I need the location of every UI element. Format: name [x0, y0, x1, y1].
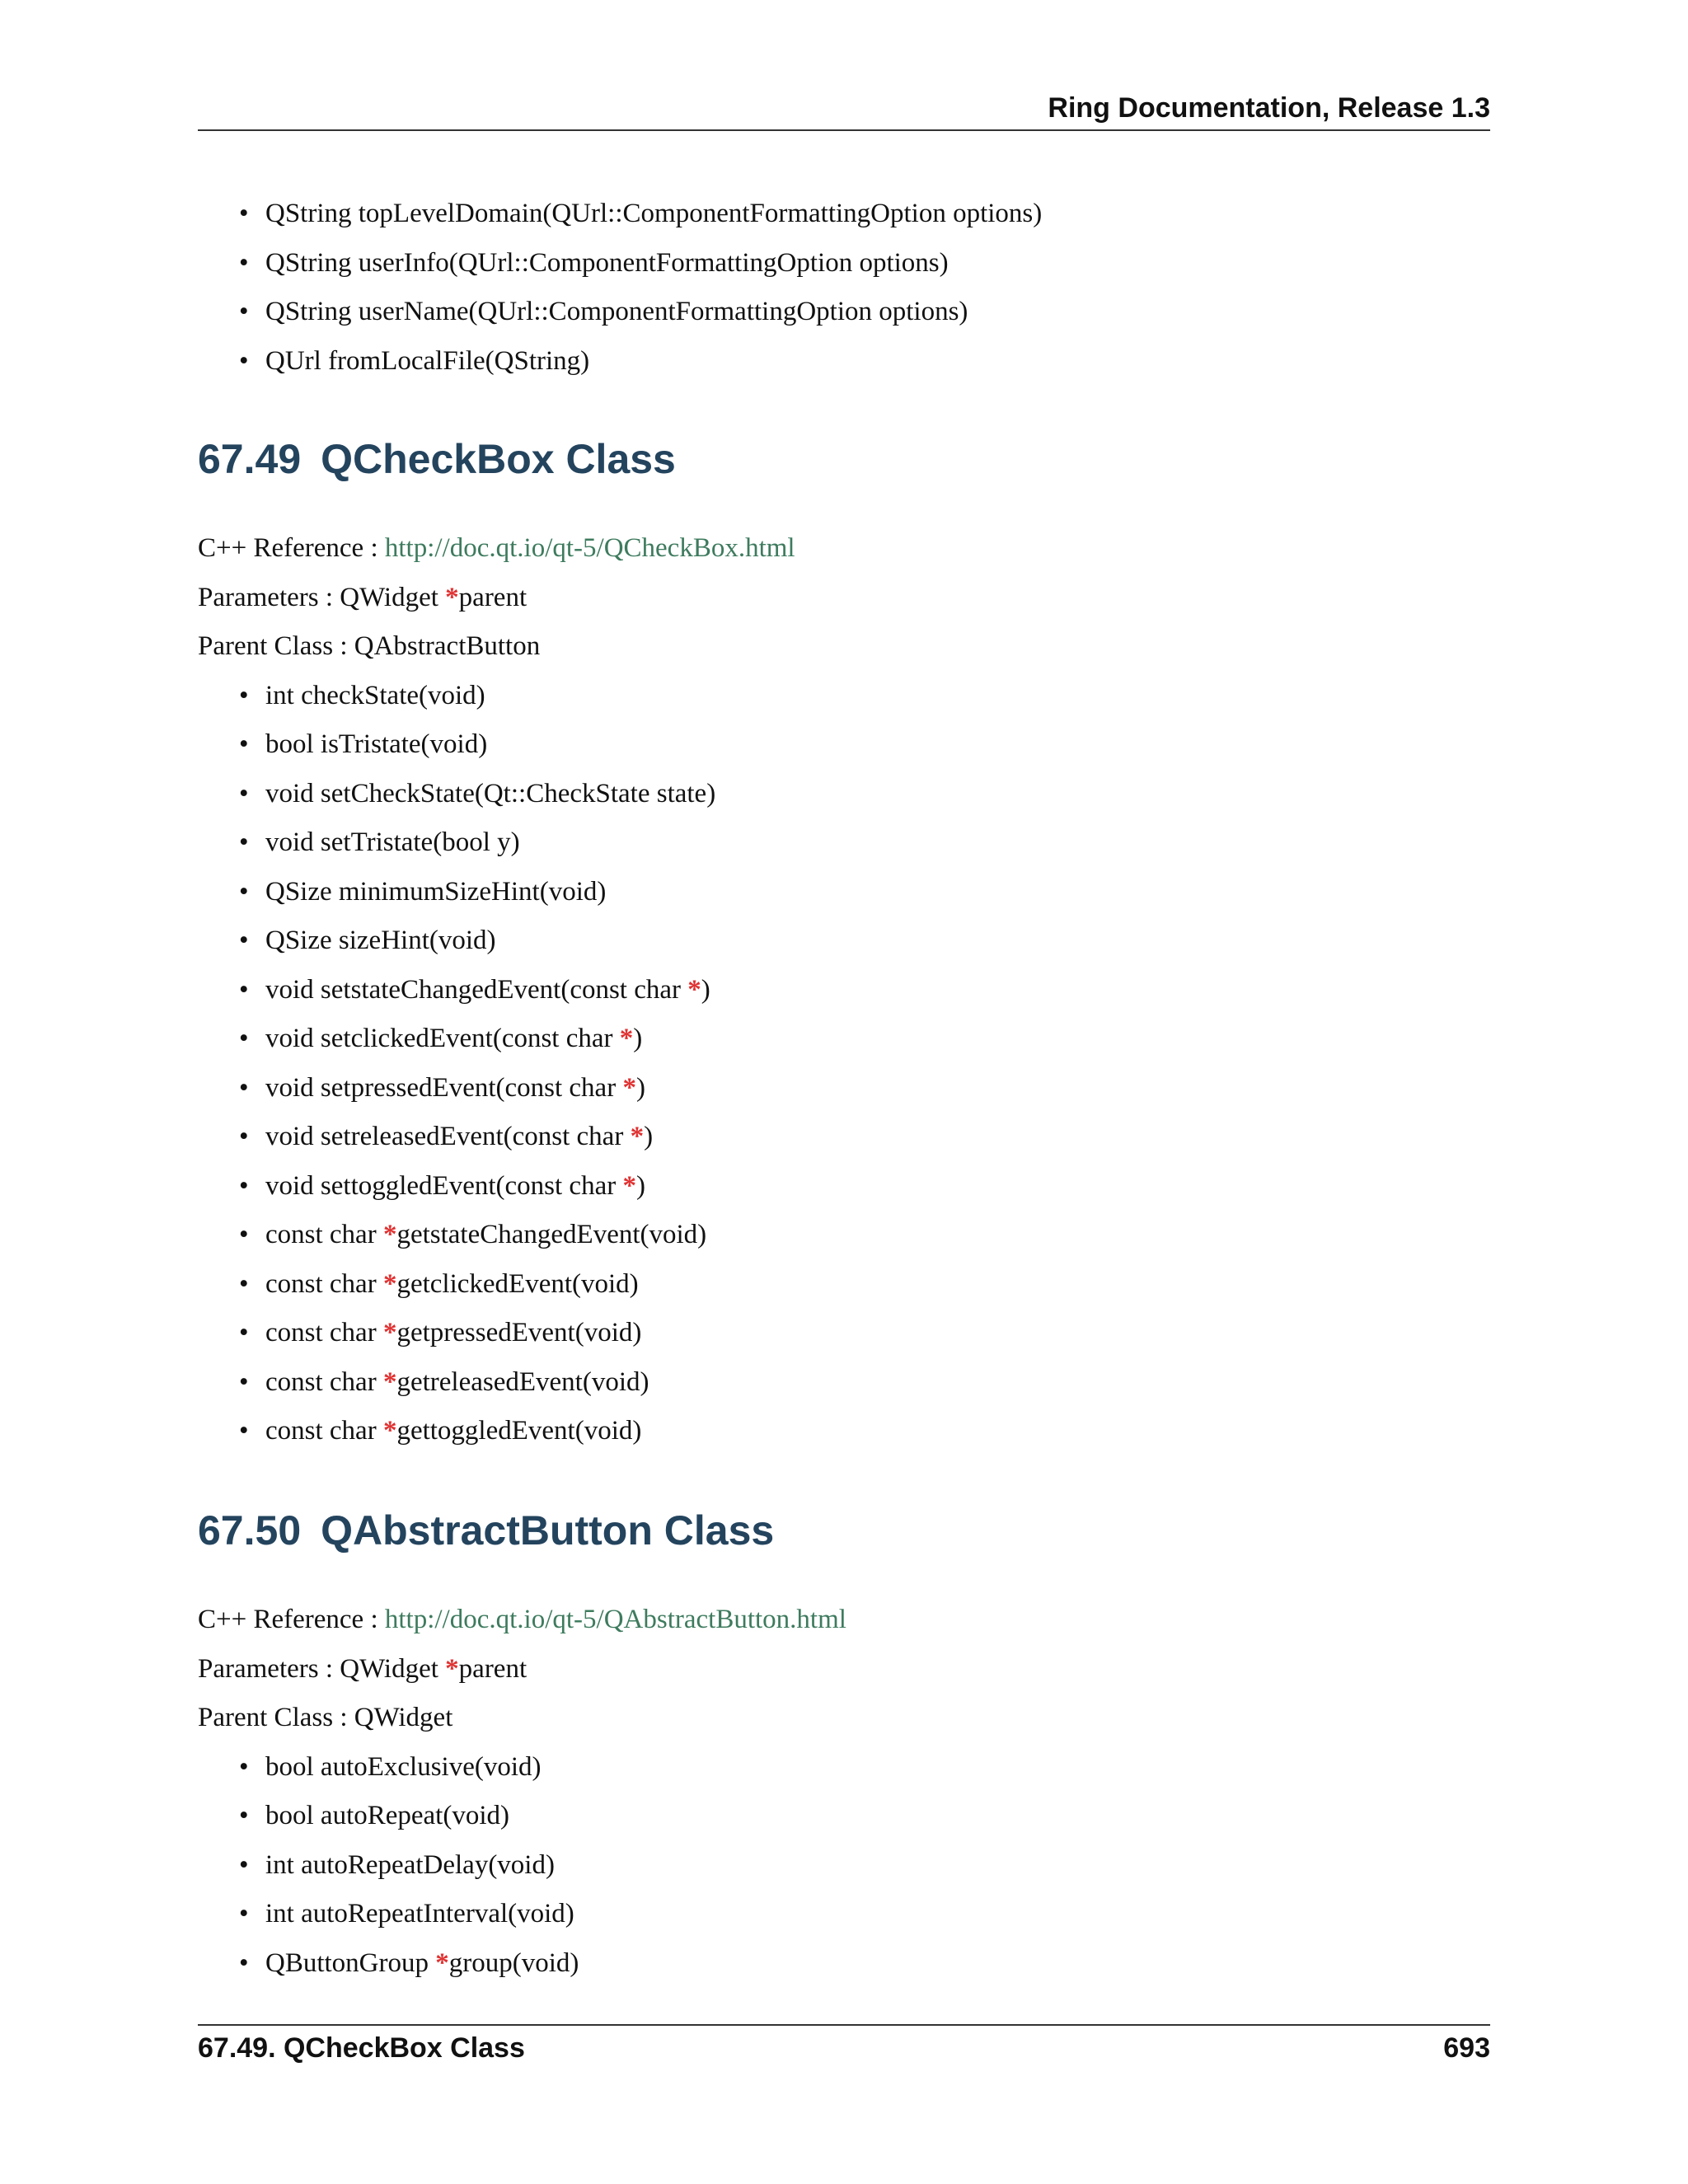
method-signature: bool autoRepeat(void) — [265, 1801, 510, 1830]
method-signature: QString userName(QUrl::ComponentFormattingOption options) — [265, 297, 968, 326]
method-signature: QButtonGroup *group(void) — [265, 1947, 579, 1978]
method-item — [198, 770, 1490, 819]
method-item — [198, 868, 1490, 917]
method-item — [198, 672, 1490, 721]
pointer-asterisk: * — [445, 1653, 459, 1684]
bullet-icon: • — [239, 1947, 249, 1978]
method-signature: QSize minimumSizeHint(void) — [265, 876, 607, 907]
method-item — [198, 239, 1490, 288]
bullet-icon: • — [239, 1366, 249, 1397]
bullet-icon: • — [239, 926, 249, 955]
method-signature: int autoRepeatDelay(void) — [265, 1849, 555, 1880]
parent-class-line: Parent Class : QAbstractButton — [198, 631, 541, 661]
bullet-icon: • — [239, 1268, 249, 1299]
method-item — [198, 1162, 1490, 1212]
method-signature: const char *getclickedEvent(void) — [265, 1268, 639, 1299]
method-item — [198, 1064, 1490, 1113]
bullet-icon: • — [239, 1170, 249, 1201]
method-signature: bool isTristate(void) — [265, 729, 488, 759]
method-item — [198, 720, 1490, 770]
reference-link[interactable]: http://doc.qt.io/qt-5/QAbstractButton.html — [384, 1605, 846, 1634]
bullet-icon: • — [239, 1072, 249, 1103]
method-signature: void setTristate(bool y) — [265, 827, 520, 857]
bullet-icon: • — [239, 1751, 249, 1782]
method-item — [198, 1841, 1490, 1891]
bullet-icon: • — [239, 1801, 249, 1830]
method-signature: const char *getreleasedEvent(void) — [265, 1366, 649, 1397]
method-item — [198, 337, 1490, 387]
qcheckbox-info — [198, 524, 1490, 1456]
intro-method-list-block — [198, 190, 1490, 386]
bullet-icon: • — [239, 1899, 249, 1929]
section-number: 67.49 — [198, 436, 302, 482]
method-signature: void settoggledEvent(const char *) — [265, 1170, 645, 1201]
section-qabstractbutton — [198, 1506, 1490, 1555]
bullet-icon: • — [239, 199, 249, 228]
reference-line — [198, 524, 1490, 574]
pointer-asterisk: * — [445, 582, 459, 612]
bullet-icon: • — [239, 1416, 249, 1446]
bullet-icon: • — [239, 1024, 249, 1053]
method-signature: void setstateChangedEvent(const char *) — [265, 974, 710, 1005]
method-signature: QUrl fromLocalFile(QString) — [265, 345, 590, 376]
header-rule — [198, 129, 1490, 131]
method-item — [198, 1939, 1490, 1989]
method-signature: QString topLevelDomain(QUrl::ComponentFormattingOption options) — [265, 199, 1043, 228]
method-item — [198, 1260, 1490, 1310]
parent-class-line: Parent Class : QWidget — [198, 1703, 453, 1732]
method-item — [198, 1309, 1490, 1358]
parameters-value: parent — [458, 1653, 528, 1684]
method-signature: void setreleasedEvent(const char *) — [265, 1122, 654, 1151]
bullet-icon: • — [239, 1220, 249, 1249]
method-item — [198, 818, 1490, 868]
method-signature: bool autoExclusive(void) — [265, 1751, 542, 1782]
parameters-value: parent — [458, 582, 528, 612]
bullet-icon: • — [239, 729, 249, 759]
parameters-line — [198, 574, 1490, 623]
method-item — [198, 1113, 1490, 1162]
method-signature: int checkState(void) — [265, 680, 485, 710]
method-item — [198, 190, 1490, 239]
method-item — [198, 1407, 1490, 1456]
method-signature: QString userInfo(QUrl::ComponentFormattingOption options) — [265, 247, 949, 278]
reference-link[interactable]: http://doc.qt.io/qt-5/QCheckBox.html — [384, 533, 795, 563]
bullet-icon: • — [239, 345, 249, 376]
reference-label: C++ Reference : — [198, 1605, 385, 1634]
bullet-icon: • — [239, 297, 249, 326]
document-page — [198, 0, 1490, 2184]
method-signature: void setCheckState(Qt::CheckState state) — [265, 778, 716, 808]
method-signature: const char *getpressedEvent(void) — [265, 1318, 642, 1347]
method-item — [198, 916, 1490, 966]
method-item — [198, 966, 1490, 1015]
method-item — [198, 1015, 1490, 1064]
bullet-icon: • — [239, 247, 249, 278]
method-item — [198, 1890, 1490, 1939]
method-item — [198, 1792, 1490, 1841]
section-qcheckbox — [198, 434, 1490, 484]
method-signature: void setpressedEvent(const char *) — [265, 1072, 645, 1103]
method-item — [198, 1358, 1490, 1408]
qabstractbutton-info — [198, 1596, 1490, 1988]
qcheckbox-method-list — [198, 672, 1490, 1456]
method-signature: QSize sizeHint(void) — [265, 926, 496, 955]
section-number: 67.50 — [198, 1507, 302, 1554]
bullet-icon: • — [239, 680, 249, 710]
method-signature: const char *getstateChangedEvent(void) — [265, 1220, 707, 1249]
page-number: 693 — [1443, 2032, 1490, 2064]
method-signature: int autoRepeatInterval(void) — [265, 1899, 574, 1929]
reference-line — [198, 1596, 1490, 1645]
method-item — [198, 288, 1490, 337]
method-item — [198, 1743, 1490, 1793]
section-title: QCheckBox Class — [321, 436, 676, 482]
parameters-label: Parameters : QWidget — [198, 1653, 446, 1684]
footer-rule — [198, 2024, 1490, 2026]
bullet-icon: • — [239, 1318, 249, 1347]
parameters-line — [198, 1645, 1490, 1694]
section-heading — [198, 434, 1490, 484]
intro-method-list — [198, 190, 1490, 386]
bullet-icon: • — [239, 778, 249, 808]
method-item — [198, 1211, 1490, 1260]
bullet-icon: • — [239, 974, 249, 1005]
running-header: Ring Documentation, Release 1.3 — [1048, 92, 1490, 124]
bullet-icon: • — [239, 876, 249, 907]
bullet-icon: • — [239, 827, 249, 857]
parameters-label: Parameters : QWidget — [198, 582, 446, 612]
method-signature: const char *gettoggledEvent(void) — [265, 1416, 642, 1446]
bullet-icon: • — [239, 1122, 249, 1151]
footer-section: 67.49. QCheckBox Class — [198, 2032, 525, 2064]
reference-label: C++ Reference : — [198, 533, 385, 563]
section-title: QAbstractButton Class — [321, 1507, 775, 1554]
bullet-icon: • — [239, 1849, 249, 1880]
qabstractbutton-method-list — [198, 1743, 1490, 1989]
section-heading — [198, 1506, 1490, 1555]
method-signature: void setclickedEvent(const char *) — [265, 1024, 643, 1053]
